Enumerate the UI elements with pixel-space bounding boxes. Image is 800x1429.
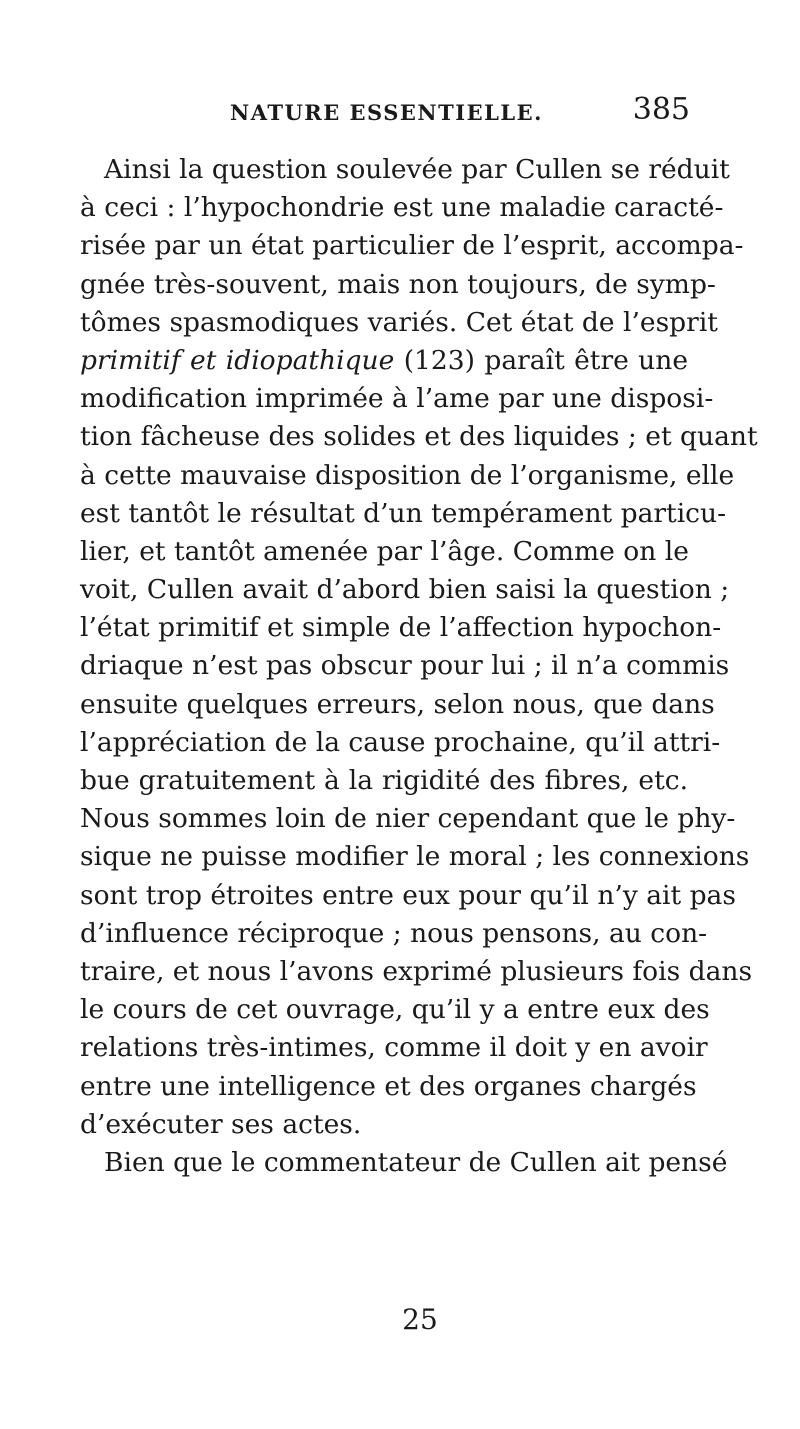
- text-line: relations très-intimes, comme il doit y en avoir: [80, 1032, 708, 1064]
- text-line: ensuite quelques erreurs, selon nous, que dans: [80, 688, 715, 720]
- text-line: à cette mauvaise disposition de l’organisme, elle: [80, 459, 735, 491]
- text-line: l’état primitif et simple de l’affection hypochon-: [80, 612, 722, 644]
- text-line: Nous sommes loin de nier cependant que le phy-: [80, 803, 736, 835]
- text-line: d’exécuter ses actes.: [80, 1108, 362, 1140]
- text-line: risée par un état particulier de l’esprit, accompa-: [80, 230, 744, 262]
- text-line: le cours de cet ouvrage, qu’il y a entre eux des: [80, 994, 710, 1026]
- text-line: sique ne puisse modifier le moral ; les connexions: [80, 841, 750, 873]
- text-line: voit, Cullen avait d’abord bien saisi la question ;: [80, 574, 730, 606]
- page-header: [200, 92, 690, 136]
- text-line: à ceci : l’hypochondrie est une maladie caracté-: [80, 192, 724, 224]
- text-line: modification imprimée à l’ame par une disposi-: [80, 383, 714, 415]
- text-line: driaque n’est pas obscur pour lui ; il n’a commis: [80, 650, 730, 682]
- signature-number: 25: [402, 1303, 438, 1336]
- body-text: [80, 151, 758, 1182]
- text-line: gnée très-souvent, mais non toujours, de symp-: [80, 268, 716, 300]
- text-line: tion fâcheuse des solides et des liquides ; et quant: [80, 421, 758, 453]
- running-title: NATURE ESSENTIELLE.: [230, 100, 543, 125]
- signature-mark: [0, 1303, 800, 1336]
- text-line: d’influence réciproque ; nous pensons, au con-: [80, 917, 708, 949]
- text-line: Ainsi la question soulevée par Cullen se réduit: [104, 154, 730, 185]
- text-line: tômes spasmodiques variés. Cet état de l’esprit: [80, 306, 718, 338]
- text-line: est tantôt le résultat d’un tempérament particu-: [80, 497, 727, 529]
- text-line: traire, et nous l’avons exprimé plusieurs fois dans: [80, 955, 753, 987]
- text-line: bue gratuitement à la rigidité des fibres, etc.: [80, 765, 688, 796]
- text-line-italic-start: [80, 342, 688, 380]
- line-rest: (123) paraît être une: [394, 344, 689, 376]
- italic-phrase: primitif et idiopathique: [80, 344, 395, 376]
- text-line: lier, et tantôt amenée par l’âge. Comme on le: [80, 535, 689, 567]
- text-line: Bien que le commentateur de Cullen ait pensé: [104, 1146, 728, 1178]
- text-line: sont trop étroites entre eux pour qu’il n’y ait pas: [80, 879, 736, 911]
- text-line: entre une intelligence et des organes chargés: [80, 1070, 697, 1102]
- text-line: l’appréciation de la cause prochaine, qu’il attri-: [80, 726, 721, 758]
- page-number: 385: [632, 92, 690, 127]
